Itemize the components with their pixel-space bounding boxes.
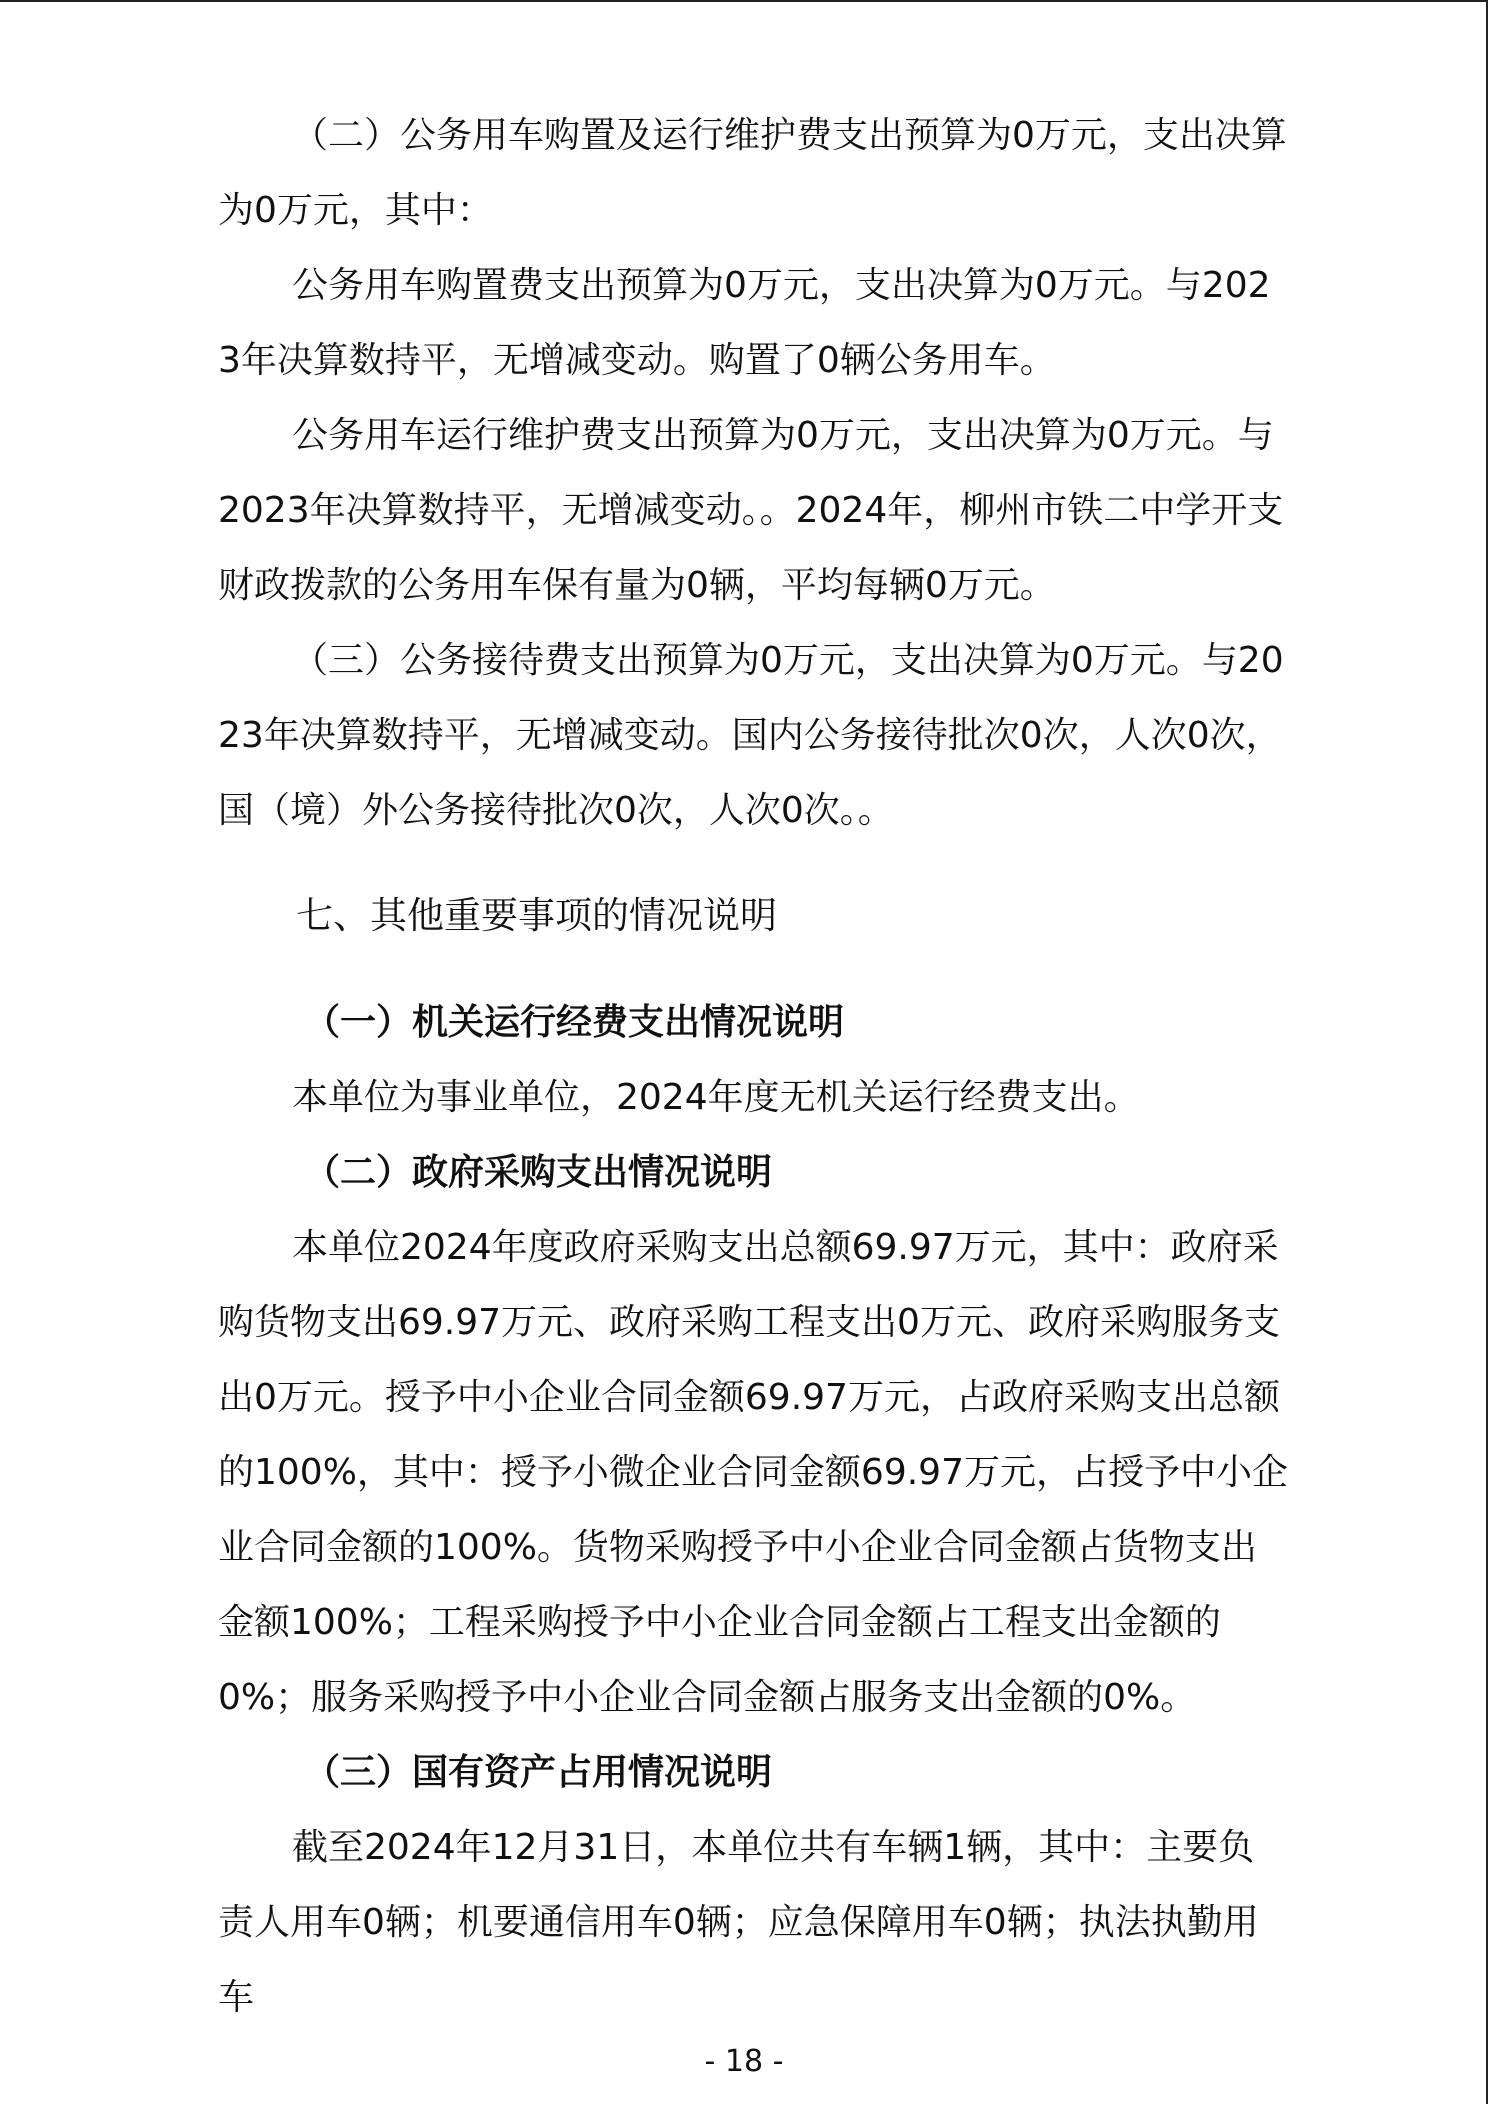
paragraph-vehicle-budget: （二）公务用车购置及运行维护费支出预算为0万元，支出决算为0万元，其中： xyxy=(218,115,1287,231)
subsection-heading-procurement: （二）政府采购支出情况说明 xyxy=(304,1152,773,1193)
paragraph-state-assets: 截至2024年12月31日，本单位共有车辆1辆，其中：主要负责人用车0辆；机要通信用车0辆；应急保障用车0辆；执法执勤用车 xyxy=(218,1827,1259,2018)
subsection-heading-operating-expense: （一）机关运行经费支出情况说明 xyxy=(304,1002,845,1043)
section-heading: 七、其他重要事项的情况说明 xyxy=(296,894,777,937)
paragraph-reception-expense: （三）公务接待费支出预算为0万元，支出决算为0万元。与2023年决算数持平，无增减变动。国内公务接待批次0次，人次0次，国（境）外公务接待批次0次，人次0次。。 xyxy=(218,640,1284,831)
paragraph-procurement: 本单位2024年度政府采购支出总额69.97万元，其中：政府采购货物支出69.97万元、政府采购工程支出0万元、政府采购服务支出0万元。授予中小企业合同金额69.97万元，占政府采购支出总额的100%，其中：授予小微企业合同金额69.97万元，占授予中小企业合同金额的100%。货物采购授予中小企业合同金额占货物支出金额100%；工程采购授予中小企业合同金额占工程支出金额的0%；服务采购授予中小企业合同金额占服务支出金额的0%。 xyxy=(218,1227,1288,1718)
subsection-heading-state-assets: （三）国有资产占用情况说明 xyxy=(304,1752,773,1793)
document-page xyxy=(218,98,1290,2035)
paragraph-vehicle-purchase: 公务用车购置费支出预算为0万元，支出决算为0万元。与2023年决算数持平，无增减变动。购置了0辆公务用车。 xyxy=(218,265,1271,381)
paragraph-vehicle-maintenance: 公务用车运行维护费支出预算为0万元，支出决算为0万元。与2023年决算数持平，无增减变动。。2024年，柳州市铁二中学开支财政拨款的公务用车保有量为0辆，平均每辆0万元。 xyxy=(218,415,1284,606)
paragraph-operating-expense: 本单位为事业单位，2024年度无机关运行经费支出。 xyxy=(292,1077,1140,1118)
page-number: - 18 - xyxy=(704,2044,784,2079)
page-top-border xyxy=(0,0,1488,2)
